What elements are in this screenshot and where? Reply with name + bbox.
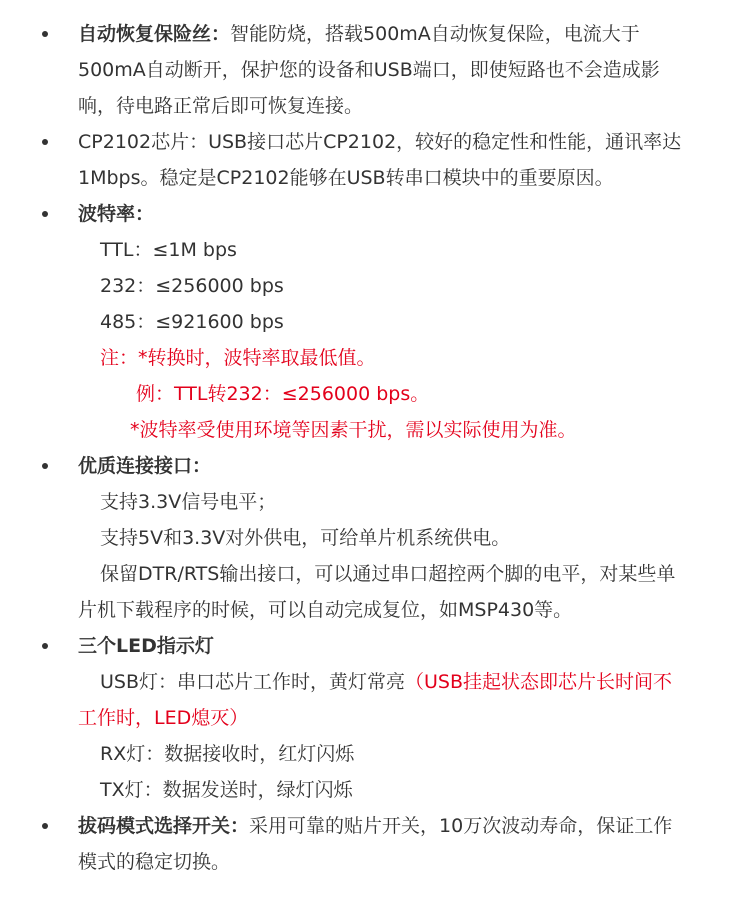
bullet-dot bbox=[42, 139, 48, 145]
bullet-dot bbox=[42, 31, 48, 37]
led-usb bbox=[78, 664, 706, 700]
led-usb-note: （USB挂起状态即芯片长时间不 bbox=[405, 671, 673, 693]
bullet-dot bbox=[42, 463, 48, 469]
bullet-dot bbox=[42, 823, 48, 829]
baud-example: 例：TTL转232：≤256000 bps。 bbox=[136, 383, 430, 405]
spec-item-chip bbox=[0, 124, 750, 196]
baud-232: 232：≤256000 bps bbox=[100, 275, 284, 297]
spec-line: 响，待电路正常后即可恢复连接。 bbox=[78, 95, 364, 117]
spec-title: 拔码模式选择开关： bbox=[78, 815, 250, 837]
baud-disclaimer: *波特率受使用环境等因素干扰，需以实际使用为准。 bbox=[130, 419, 577, 441]
spec-title: 三个LED指示灯 bbox=[78, 635, 214, 657]
spec-item-fuse bbox=[0, 16, 750, 124]
spec-item-led bbox=[0, 628, 750, 808]
spec-line: 模式的稳定切换。 bbox=[78, 851, 231, 873]
spec-item-baud-rate bbox=[0, 196, 750, 448]
baud-note: 注：*转换时，波特率取最低值。 bbox=[100, 347, 376, 369]
led-tx: TX灯：数据发送时，绿灯闪烁 bbox=[100, 779, 353, 801]
spec-line: 片机下载程序的时候，可以自动完成复位，如MSP430等。 bbox=[78, 599, 573, 621]
spec-item-interface bbox=[0, 448, 750, 628]
led-rx: RX灯：数据接收时，红灯闪烁 bbox=[100, 743, 355, 765]
spec-title: 波特率： bbox=[78, 203, 155, 225]
spec-line bbox=[78, 16, 706, 52]
spec-line: 500mA自动断开，保护您的设备和USB端口，即使短路也不会造成影 bbox=[78, 59, 660, 81]
spec-line: CP2102芯片：USB接口芯片CP2102，较好的稳定性和性能，通讯率达 bbox=[78, 131, 682, 153]
spec-text: 采用可靠的贴片开关，10万次波动寿命，保证工作 bbox=[249, 815, 673, 837]
led-usb-note-cont: 工作时，LED熄灭） bbox=[78, 707, 249, 729]
led-usb-text: USB灯：串口芯片工作时，黄灯常亮 bbox=[100, 671, 406, 693]
spec-title: 自动恢复保险丝： bbox=[78, 23, 231, 45]
baud-485: 485：≤921600 bps bbox=[100, 311, 284, 333]
spec-text: 智能防烧，搭载500mA自动恢复保险，电流大于 bbox=[230, 23, 640, 45]
spec-title: 优质连接接口： bbox=[78, 455, 212, 477]
spec-line: 支持3.3V信号电平； bbox=[100, 491, 277, 513]
bullet-dot bbox=[42, 643, 48, 649]
spec-line: 1Mbps。稳定是CP2102能够在USB转串口模块中的重要原因。 bbox=[78, 167, 614, 189]
bullet-dot bbox=[42, 211, 48, 217]
spec-line: 支持5V和3.3V对外供电，可给单片机系统供电。 bbox=[100, 527, 511, 549]
spec-line bbox=[78, 808, 706, 844]
spec-line: 保留DTR/RTS输出接口，可以通过串口超控两个脚的电平，对某些单 bbox=[100, 563, 676, 585]
baud-ttl: TTL：≤1M bps bbox=[100, 239, 237, 261]
spec-item-dip-switch bbox=[0, 808, 750, 880]
